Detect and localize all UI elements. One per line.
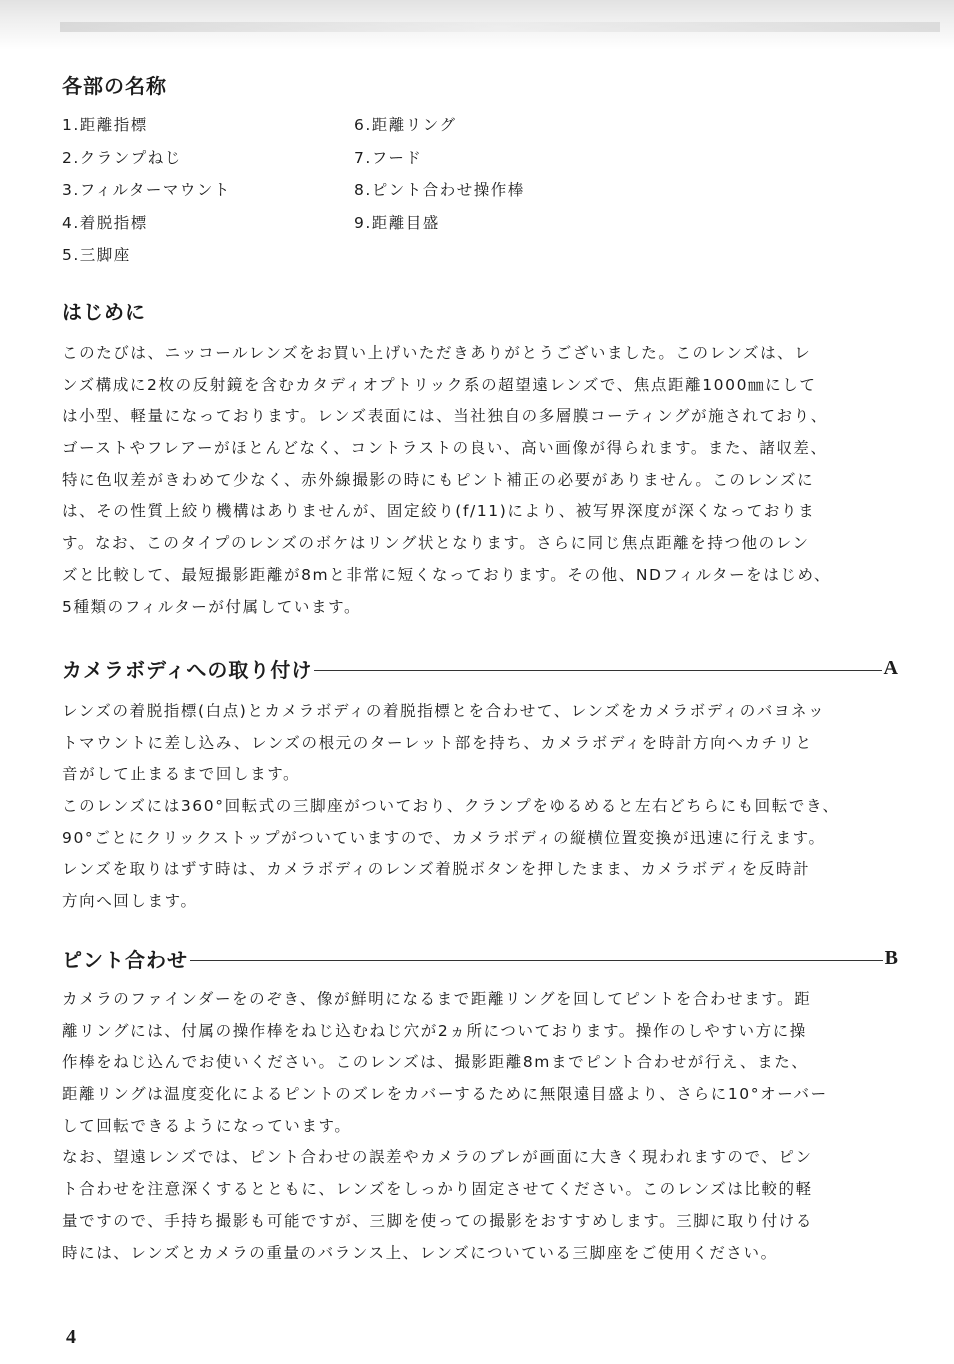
text-line: ト合わせを注意深くするとともに、レンズをしっかり固定させてください。このレンズは比較的軽	[62, 1180, 813, 1199]
parts-heading: 各部の名称	[62, 74, 167, 98]
text-line: レンズを取りはずす時は、カメラボディのレンズ着脱ボタンを押したまま、カメラボディを反時計	[62, 860, 811, 879]
part-item: 5.三脚座	[62, 246, 131, 264]
part-item: 4.着脱指標	[62, 213, 148, 232]
text-line: 90°ごとにクリックストップがついていますので、カメラボディの縦横位置変換が迅速に行えます。	[62, 828, 826, 847]
page-number: 4	[66, 1326, 76, 1348]
heading-rule	[190, 960, 883, 961]
text-line: 方向へ回します。	[62, 892, 198, 911]
scan-streak	[60, 22, 940, 32]
text-line: して回転できるようになっています。	[62, 1116, 352, 1135]
text-line: カメラのファインダーをのぞき、像が鮮明になるまで距離リングを回してピントを合わせます。距	[62, 990, 812, 1008]
text-line: 距離リングは温度変化によるピントのズレをカバーするために無限遠目盛より、さらに10°オーバー	[62, 1085, 828, 1104]
text-line: トマウントに差し込み、レンズの根元のターレット部を持ち、カメラボディを時計方向へカチリと	[62, 733, 813, 752]
text-line: 離リングには、付属の操作棒をねじ込むねじ穴が2ヵ所についております。操作のしやすい方に操	[62, 1021, 807, 1040]
text-line: は小型、軽量になっております。レンズ表面には、当社独自の多層膜コーティングが施されており、	[62, 407, 828, 426]
part-item: 7.フード	[354, 148, 423, 167]
heading-rule	[314, 670, 881, 671]
part-item: 6.距離リング	[354, 116, 457, 134]
intro-paragraph	[62, 340, 910, 625]
part-item: 8.ピント合わせ操作棒	[354, 181, 525, 199]
scan-edge-shading	[0, 0, 954, 50]
figure-marker-b: B	[884, 946, 898, 969]
part-item: 9.距離目盛	[354, 213, 440, 232]
part-item: 1.距離指標	[62, 116, 148, 134]
text-line: は、その性質上絞り機構はありませんが、固定絞り(f/11)により、被写界深度が深くなっておりま	[62, 502, 816, 521]
text-line: 量ですので、手持ち撮影も可能ですが、三脚を使っての撮影をおすすめします。三脚に取り付ける	[62, 1211, 814, 1230]
text-line: 5種類のフィルターが付属しています。	[62, 597, 362, 616]
figure-marker-a: A	[883, 656, 898, 679]
text-line: 時には、レンズとカメラの重量のバランス上、レンズについている三脚座をご使用ください。	[62, 1243, 778, 1262]
text-line: 音がして止まるまで回します。	[62, 765, 301, 784]
text-line: す。なお、このタイプのレンズのボケはリング状となります。さらに同じ焦点距離を持つ他のレン	[62, 534, 810, 553]
part-item: 2.クランプねじ	[62, 148, 182, 167]
parts-column-right	[354, 112, 525, 242]
text-line: このレンズには360°回転式の三脚座がついており、クランプをゆるめると左右どちらにも回転でき、	[62, 797, 840, 816]
mount-paragraph	[62, 698, 910, 920]
part-item: 3.フィルターマウント	[62, 181, 231, 199]
text-line: ズと比較して、最短撮影距離が8mと非常に短くなっております。その他、NDフィルターをはじめ、	[62, 565, 832, 584]
text-line: ゴーストやフレアーがほとんどなく、コントラストの良い、高い画像が得られます。また、諸収差、	[62, 439, 828, 458]
parts-column-left	[62, 112, 231, 275]
text-line: なお、望遠レンズでは、ピント合わせの誤差やカメラのブレが画面に大きく現われますので、ピン	[62, 1148, 813, 1167]
intro-heading: はじめに	[62, 300, 146, 324]
focus-heading	[62, 944, 898, 972]
text-line: 作棒をねじ込んでお使いください。このレンズは、撮影距離8mまでピント合わせが行え、また、	[62, 1053, 809, 1072]
text-line: ンズ構成に2枚の反射鏡を含むカタディオプトリック系の超望遠レンズで、焦点距離1000㎜にして	[62, 375, 817, 394]
mount-heading-title: カメラボディへの取り付け	[62, 657, 313, 682]
mount-heading	[62, 654, 898, 682]
focus-paragraph	[62, 986, 910, 1271]
text-line: 特に色収差がきわめて少なく、赤外線撮影の時にもピント補正の必要がありません。このレンズに	[62, 470, 815, 489]
text-line: レンズの着脱指標(白点)とカメラボディの着脱指標とを合わせて、レンズをカメラボディのバヨネッ	[62, 702, 826, 720]
text-line: このたびは、ニッコールレンズをお買い上げいただきありがとうございました。このレンズは、レ	[62, 344, 812, 362]
focus-heading-title: ピント合わせ	[62, 947, 188, 972]
